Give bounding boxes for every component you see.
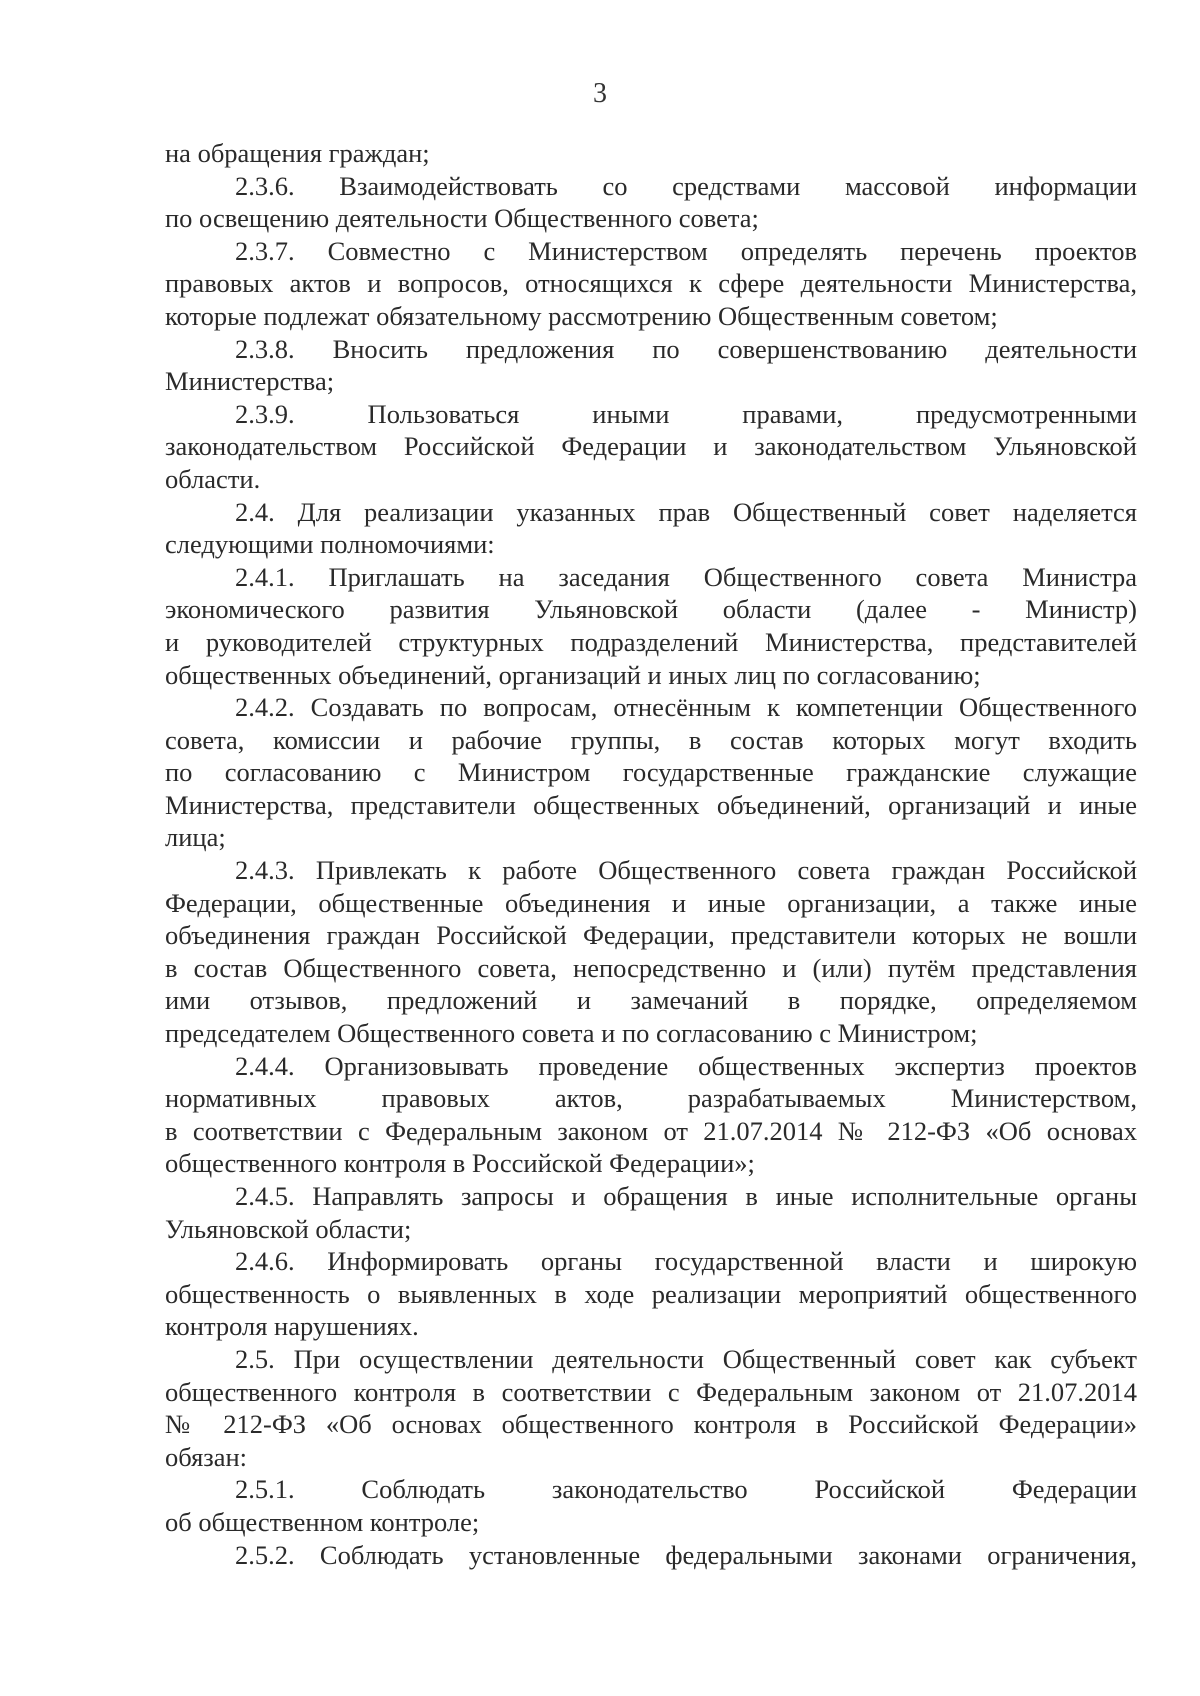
text-line: области. bbox=[165, 463, 261, 494]
text-line: следующими полномочиями: bbox=[165, 529, 495, 560]
text-line: законодательством Российской Федерации и законодательством Ульяновской bbox=[165, 431, 1137, 462]
text-line: экономического развития Ульяновской области (далее - Министр) bbox=[165, 594, 1137, 625]
text-line: и руководителей структурных подразделений Министерства, представителей bbox=[165, 626, 1137, 657]
text-line: в соответствии с Федеральным законом от 21.07.2014 № 212-ФЗ «Об основах bbox=[165, 1115, 1137, 1146]
page-number: 3 bbox=[593, 78, 607, 109]
text-line: председателем Общественного совета и по согласованию с Министром; bbox=[165, 1018, 978, 1049]
text-line: лица; bbox=[165, 822, 226, 853]
text-line: на обращения граждан; bbox=[165, 138, 430, 168]
text-line: об общественном контроле; bbox=[165, 1506, 480, 1537]
text-line: 2.3.8. Вносить предложения по совершенствованию деятельности bbox=[235, 333, 1137, 364]
text-line: в состав Общественного совета, непосредственно и (или) путём представления bbox=[165, 952, 1137, 983]
text-line: Федерации, общественные объединения и иные организации, а также иные bbox=[165, 887, 1137, 918]
text-line: 2.4.3. Привлекать к работе Общественного совета граждан Российской bbox=[235, 855, 1137, 886]
text-line: контроля нарушениях. bbox=[165, 1311, 419, 1342]
text-line: объединения граждан Российской Федерации, представители которых не вошли bbox=[165, 920, 1137, 951]
text-line: 2.3.7. Совместно с Министерством определять перечень проектов bbox=[235, 235, 1137, 266]
text-line: совета, комиссии и рабочие группы, в состав которых могут входить bbox=[165, 724, 1137, 755]
text-line: 2.4.5. Направлять запросы и обращения в иные исполнительные органы bbox=[235, 1181, 1137, 1211]
text-line: правовых актов и вопросов, относящихся к сфере деятельности Министерства, bbox=[165, 268, 1137, 299]
text-line: 2.5.2. Соблюдать установленные федеральными законами ограничения, bbox=[235, 1539, 1137, 1570]
text-line: 2.5. При осуществлении деятельности Общественный совет как субъект bbox=[235, 1343, 1137, 1374]
text-line: ими отзывов, предложений и замечаний в порядке, определяемом bbox=[165, 985, 1137, 1016]
text-line: общественного контроля в соответствии с Федеральным законом от 21.07.2014 bbox=[165, 1376, 1137, 1407]
text-line: общественного контроля в Российской Федерации»; bbox=[165, 1148, 755, 1179]
text-line: Министерства, представители общественных объединений, организаций и иные bbox=[165, 789, 1137, 820]
text-line: 2.4.6. Информировать органы государственной власти и широкую bbox=[235, 1246, 1137, 1277]
text-line: Министерства; bbox=[165, 366, 335, 397]
text-line: по согласованию с Министром государственные гражданские служащие bbox=[165, 757, 1137, 788]
text-line: общественных объединений, организаций и иных лиц по согласованию; bbox=[165, 659, 981, 690]
text-line: 2.4.1. Приглашать на заседания Общественного совета Министра bbox=[235, 561, 1137, 592]
text-line: 2.4.2. Создавать по вопросам, отнесённым к компетенции Общественного bbox=[235, 692, 1137, 723]
text-line: 2.3.9. Пользоваться иными правами, предусмотренными bbox=[235, 398, 1137, 429]
text-line: по освещению деятельности Общественного совета; bbox=[165, 203, 759, 234]
text-line: № 212-ФЗ «Об основах общественного контроля в Российской Федерации» bbox=[165, 1409, 1137, 1440]
text-line: 2.3.6. Взаимодействовать со средствами массовой информации bbox=[235, 170, 1137, 201]
document-body bbox=[165, 137, 1137, 1571]
text-line: обязан: bbox=[165, 1441, 248, 1472]
text-line: 2.4. Для реализации указанных прав Общественный совет наделяется bbox=[235, 496, 1137, 527]
text-line: 2.5.1. Соблюдать законодательство Российской Федерации bbox=[235, 1474, 1137, 1505]
text-line: 2.4.4. Организовывать проведение общественных экспертиз проектов bbox=[235, 1050, 1137, 1081]
text-line: которые подлежат обязательному рассмотрению Общественным советом; bbox=[165, 300, 998, 331]
text-line: нормативных правовых актов, разрабатываемых Министерством, bbox=[165, 1083, 1137, 1114]
text-line: общественность о выявленных в ходе реализации мероприятий общественного bbox=[165, 1278, 1137, 1309]
text-line: Ульяновской области; bbox=[165, 1213, 412, 1244]
